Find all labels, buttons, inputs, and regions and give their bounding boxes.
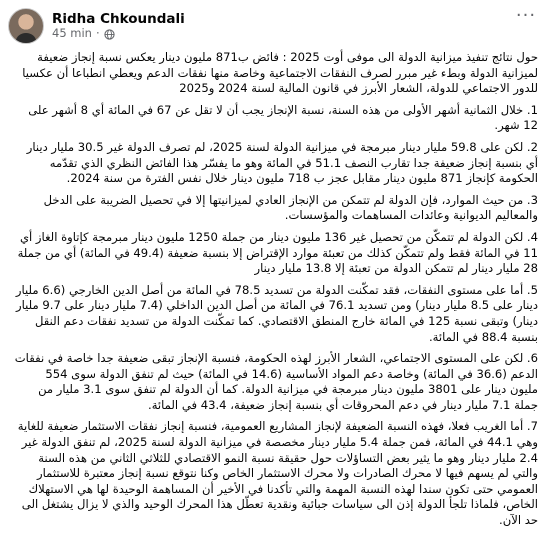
more-icon[interactable]: ···: [515, 5, 537, 26]
author-name[interactable]: Ridha Chkoundali: [52, 11, 185, 27]
avatar[interactable]: [8, 8, 44, 44]
post-paragraph-2: 2. لكن على 59.8 مليار دينار مبرمجة في ميزانية الدولة لسنة 2025، لم تصرف الدولة غير 30.5 مليار دينار أي بنسبة إنجاز ضعيفة جدا تقارب النصف 51.1 في المائة وهو ما يفسّر هذا الفائض النظري الذي تقدّمه الحكومة كإنجاز 871 مليون دينار مقابل عجز ب 718 مليون دينار خلال نفس الفترة من سنة 2024.: [26, 139, 538, 186]
post-paragraph-1: 1. خلال الثمانية أشهر الأولى من هذه السنة، نسبة الإنجاز يجب أن لا تقل عن 67 في المائة أي 8 أشهر على 12 شهر.: [28, 102, 538, 133]
post-subline: [52, 27, 185, 41]
globe-icon[interactable]: [104, 29, 115, 40]
post-header: [0, 0, 550, 44]
post-paragraph-5: 5. أما على مستوى النفقات، فقد تمكّنت الدولة من تسديد 78.5 في المائة من أصل الدين الخارجي (6.6 مليار دينار على 8.5 مليار دينار) ومن تسديد 76.1 في المائة من أصل الدين الداخلي (7.4 مليار دينار على 9.7 مليار دينار) وتبقى نسبة 125 في المائة خارج المنطق الاقتصادي. كما تمكّنت الدولة من تسديد نفقات دعم النقل بنسبة 88.4 في المائة.: [15, 282, 538, 344]
post-paragraph-7: 7. أما الغريب فعلا، فهذه النسبة الضعيفة لإنجاز المشاريع العمومية، فنسبة إنجاز نفقات الاستثمار ضعيفة للغاية وهي 44.1 في المائة، فمن جملة 5.4 مليار دينار مخصصة في ميزانية الدولة لسنة 2025، لم تنفق الدولة غير 2.4 مليار دينار وهو ما يثير بعض التساؤلات حول حقيقة نسبة النمو الاقتصادي للثلاثي الثاني من هذه السنة والتي لم يسهم فيها لا محرك الصادرات ولا محرك الاستثمار الخاص وكنا نتوقع نسبة إنجاز معتبرة للاستثمار العمومي حتى تكون سندا لهذه النسبة المهمة والتي تأكدنا في الأخير أن المساهمة الوحيدة لها هي الاستهلاك الخاص، فلماذا تلجأ الدولة إذن الى سياسات جبائية ونقدية تعطّل هذا المحرك الوحيد والذي لا يزال يشتغل الى حد الآن.: [17, 419, 538, 528]
separator-dot: ·: [95, 26, 100, 41]
post-paragraph-6: 6. لكن على المستوى الاجتماعي، الشعار الأبرز لهذه الحكومة، فنسبة الإنجاز تبقى ضعيفة جدا خاصة في نفقات الدعم (36.6 في المائة) وخاصة دعم المواد الأساسية (14.6 في المائة) حيث لم تنفق الدولة سوى 554 مليون دينار على 3801 مليون دينار مبرمجة في ميزانية الدولة. كما أن الدولة لم تنفق سوى 3.1 مليار من جملة 7.1 مليار دينار في دعم المحروقات أي بنسبة إنجاز ضعيفة، 43.4 في المائة.: [14, 351, 538, 412]
post-meta: [52, 11, 185, 41]
post-body: [0, 44, 550, 529]
post-paragraph-3: 3. من حيث الموارد، فإن الدولة لم تتمكن من الإنجاز العادي لميزانيتها إلا في تحصيل الضريبة على الدخل والمعاليم الديوانية وعائدات المساهمات والمؤسسات.: [43, 192, 538, 223]
post-paragraph-4: 4. لكن الدولة لم تتمكّن من تحصيل غير 136 مليون دينار من جملة 1250 مليون دينار مبرمجة كإتاوة الغاز أي 11 في المائة فقط ولم تتمكّن كذلك من تعبئة موارد الإقتراض إلا بنسبة ضعيفة (49.4 في المائة) أي من جملة 28 مليار دينار لم تتمكن الدولة من تعبئة إلا 13.8 مليار دينار: [17, 229, 538, 276]
post-time[interactable]: 45 min: [52, 26, 92, 41]
post-paragraph-intro: حول نتائج تنفيذ ميزانية الدولة الى موفى أوت 2025 : فائض ب871 مليون دينار يعكس نسبة إنجاز ضعيفة لميزانية الدولة وبطء غير مبرر لصرف النفقات الاجتماعية وخاصة منها نفقات الدعم ويعطي انطباعا أن عكسيا للدور الاجتماعي للدولة، الشعار الأبرز في قانون المالية لسنة 2024 و2025: [22, 50, 538, 96]
